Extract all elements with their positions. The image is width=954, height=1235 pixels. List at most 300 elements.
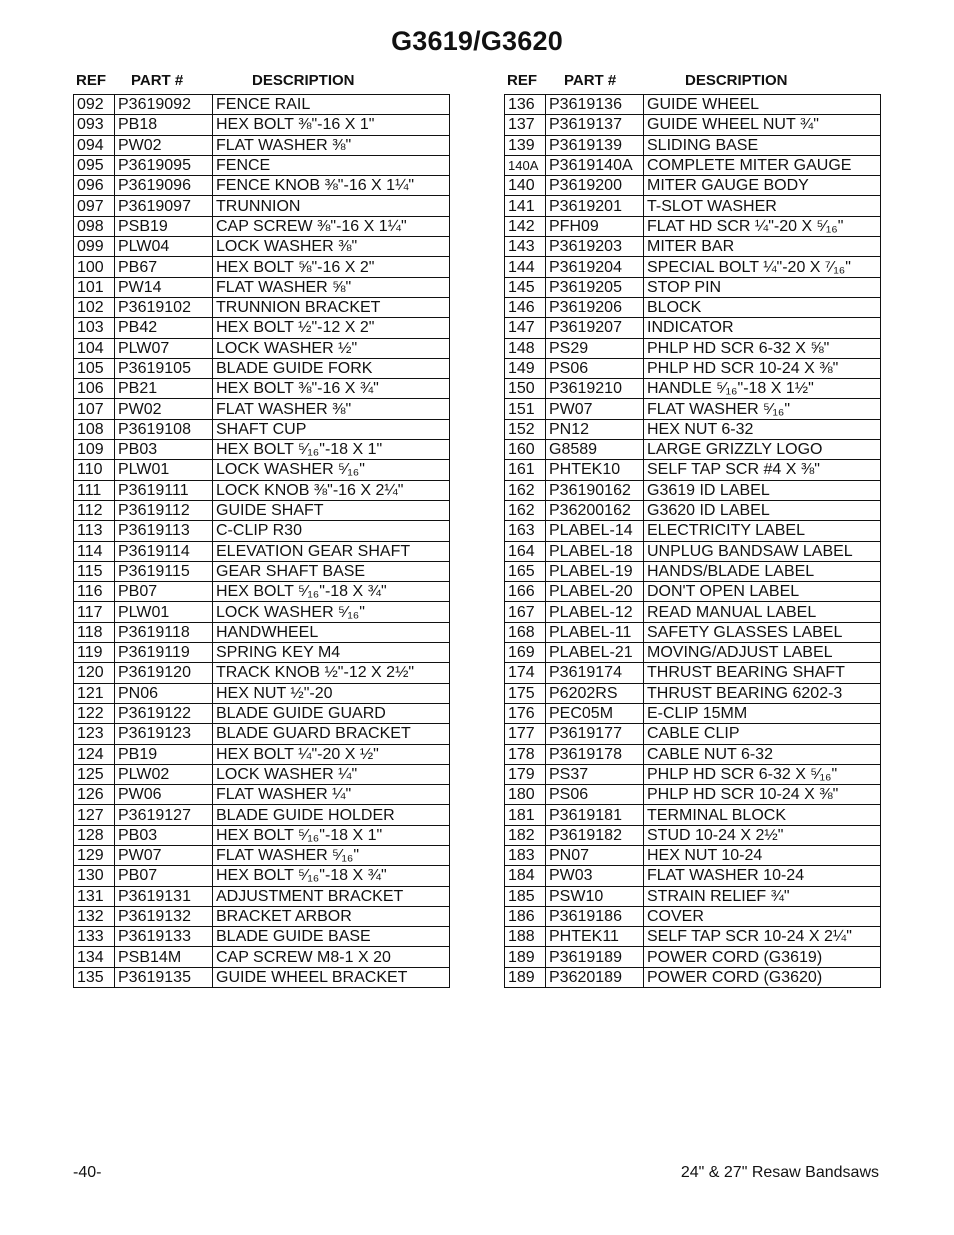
ref-cell: 129 xyxy=(74,845,115,865)
part-number-cell: P3619189 xyxy=(546,947,644,967)
part-number-cell: P3619131 xyxy=(115,886,213,906)
ref-cell: 114 xyxy=(74,541,115,561)
ref-cell: 180 xyxy=(505,785,546,805)
part-number-cell: PEC05M xyxy=(546,703,644,723)
page-title: G3619/G3620 xyxy=(391,26,563,56)
table-row xyxy=(74,277,450,297)
part-number-cell: PB03 xyxy=(115,440,213,460)
description-cell: E-CLIP 15MM xyxy=(644,703,881,723)
part-number-cell: PHTEK10 xyxy=(546,460,644,480)
column-header xyxy=(73,72,450,94)
description-cell: ELEVATION GEAR SHAFT xyxy=(213,541,450,561)
table-row xyxy=(505,683,881,703)
table-row xyxy=(74,297,450,317)
part-number-cell: PW06 xyxy=(115,785,213,805)
part-number-cell: PW07 xyxy=(546,399,644,419)
ref-cell: 103 xyxy=(74,318,115,338)
table-row xyxy=(74,906,450,926)
table-row xyxy=(505,419,881,439)
table-row xyxy=(74,460,450,480)
description-cell: G3620 ID LABEL xyxy=(644,500,881,520)
description-cell: UNPLUG BANDSAW LABEL xyxy=(644,541,881,561)
description-cell: COVER xyxy=(644,906,881,926)
ref-cell: 137 xyxy=(505,115,546,135)
table-row xyxy=(74,115,450,135)
description-cell: STRAIN RELIEF ¾" xyxy=(644,886,881,906)
ref-cell: 133 xyxy=(74,927,115,947)
part-number-cell: P3619207 xyxy=(546,318,644,338)
ref-cell: 189 xyxy=(505,967,546,987)
table-row xyxy=(505,440,881,460)
ref-cell: 093 xyxy=(74,115,115,135)
ref-cell: 139 xyxy=(505,135,546,155)
table-row xyxy=(505,602,881,622)
description-cell: HEX BOLT ⅜"-16 X ¾" xyxy=(213,379,450,399)
ref-cell: 124 xyxy=(74,744,115,764)
description-cell: FLAT HD SCR ¼"-20 X ⁵⁄₁₆" xyxy=(644,216,881,236)
table-row xyxy=(505,886,881,906)
table-row xyxy=(74,541,450,561)
ref-cell: 183 xyxy=(505,845,546,865)
table-row xyxy=(505,561,881,581)
ref-cell: 186 xyxy=(505,906,546,926)
part-number-cell: P3619113 xyxy=(115,521,213,541)
part-number-cell: PLW07 xyxy=(115,338,213,358)
table-row xyxy=(74,602,450,622)
part-number-cell: P3619137 xyxy=(546,115,644,135)
description-cell: ADJUSTMENT BRACKET xyxy=(213,886,450,906)
ref-cell: 121 xyxy=(74,683,115,703)
description-cell: POWER CORD (G3620) xyxy=(644,967,881,987)
part-number-cell: P3619132 xyxy=(115,906,213,926)
ref-cell: 177 xyxy=(505,724,546,744)
ref-cell: 110 xyxy=(74,460,115,480)
description-cell: HEX BOLT ⅝"-16 X 2" xyxy=(213,257,450,277)
part-number-cell: PS37 xyxy=(546,764,644,784)
table-row xyxy=(74,744,450,764)
ref-cell: 149 xyxy=(505,358,546,378)
ref-cell: 162 xyxy=(505,480,546,500)
table-row xyxy=(74,480,450,500)
description-cell: GEAR SHAFT BASE xyxy=(213,561,450,581)
table-row xyxy=(505,155,881,175)
part-number-cell: P3619120 xyxy=(115,663,213,683)
description-cell: SLIDING BASE xyxy=(644,135,881,155)
description-cell: SPECIAL BOLT ¼"-20 X ⁷⁄₁₆" xyxy=(644,257,881,277)
ref-cell: 107 xyxy=(74,399,115,419)
part-number-cell: PW02 xyxy=(115,135,213,155)
ref-cell: 150 xyxy=(505,379,546,399)
part-number-cell: P3619140A xyxy=(546,155,644,175)
part-number-cell: PB42 xyxy=(115,318,213,338)
ref-cell: 092 xyxy=(74,95,115,115)
part-number-cell: P3619201 xyxy=(546,196,644,216)
description-cell: HEX BOLT ¼"-20 X ½" xyxy=(213,744,450,764)
description-cell: COMPLETE MITER GAUGE xyxy=(644,155,881,175)
description-cell: LOCK KNOB ⅜"-16 X 2¼" xyxy=(213,480,450,500)
description-cell: G3619 ID LABEL xyxy=(644,480,881,500)
part-number-cell: G8589 xyxy=(546,440,644,460)
part-number-cell: PB07 xyxy=(115,866,213,886)
description-cell: CABLE CLIP xyxy=(644,724,881,744)
part-number-cell: PW03 xyxy=(546,866,644,886)
table-row xyxy=(74,419,450,439)
description-cell: INDICATOR xyxy=(644,318,881,338)
description-cell: MITER BAR xyxy=(644,237,881,257)
description-cell: HANDS/BLADE LABEL xyxy=(644,561,881,581)
description-cell: FENCE RAIL xyxy=(213,95,450,115)
table-row xyxy=(505,866,881,886)
part-number-cell: P3619204 xyxy=(546,257,644,277)
description-cell: FLAT WASHER ⁵⁄₁₆" xyxy=(213,845,450,865)
table-row xyxy=(505,237,881,257)
part-number-cell: PB07 xyxy=(115,582,213,602)
ref-cell: 178 xyxy=(505,744,546,764)
table-row xyxy=(505,927,881,947)
table-row xyxy=(74,358,450,378)
ref-cell: 174 xyxy=(505,663,546,683)
ref-cell: 163 xyxy=(505,521,546,541)
description-cell: LOCK WASHER ¼" xyxy=(213,764,450,784)
description-cell: BLADE GUIDE BASE xyxy=(213,927,450,947)
table-row xyxy=(74,257,450,277)
header-ref: REF xyxy=(507,72,537,89)
part-number-cell: P3619105 xyxy=(115,358,213,378)
part-number-cell: P3619119 xyxy=(115,643,213,663)
part-number-cell: PB19 xyxy=(115,744,213,764)
part-number-cell: PLW01 xyxy=(115,602,213,622)
ref-cell: 148 xyxy=(505,338,546,358)
description-cell: MITER GAUGE BODY xyxy=(644,176,881,196)
description-cell: LARGE GRIZZLY LOGO xyxy=(644,440,881,460)
ref-cell: 145 xyxy=(505,277,546,297)
ref-cell: 188 xyxy=(505,927,546,947)
description-cell: BLADE GUIDE FORK xyxy=(213,358,450,378)
table-row xyxy=(505,622,881,642)
table-row xyxy=(74,927,450,947)
part-number-cell: P3619112 xyxy=(115,500,213,520)
part-number-cell: P3619135 xyxy=(115,967,213,987)
part-number-cell: P3619095 xyxy=(115,155,213,175)
ref-cell: 160 xyxy=(505,440,546,460)
part-number-cell: P36190162 xyxy=(546,480,644,500)
table-row xyxy=(505,541,881,561)
table-row xyxy=(74,683,450,703)
table-row xyxy=(505,135,881,155)
ref-cell: 140 xyxy=(505,176,546,196)
part-number-cell: P3619118 xyxy=(115,622,213,642)
part-number-cell: PS06 xyxy=(546,358,644,378)
table-row xyxy=(505,825,881,845)
ref-cell: 094 xyxy=(74,135,115,155)
table-row xyxy=(74,521,450,541)
table-row xyxy=(74,135,450,155)
table-row xyxy=(505,521,881,541)
ref-cell: 102 xyxy=(74,297,115,317)
ref-cell: 106 xyxy=(74,379,115,399)
part-number-cell: P3619210 xyxy=(546,379,644,399)
description-cell: STUD 10-24 X 2½" xyxy=(644,825,881,845)
part-number-cell: PB03 xyxy=(115,825,213,845)
ref-cell: 166 xyxy=(505,582,546,602)
table-row xyxy=(505,196,881,216)
ref-cell: 141 xyxy=(505,196,546,216)
part-number-cell: P3620189 xyxy=(546,967,644,987)
table-row xyxy=(74,764,450,784)
part-number-cell: P3619115 xyxy=(115,561,213,581)
part-number-cell: PSB19 xyxy=(115,216,213,236)
part-number-cell: PLW04 xyxy=(115,237,213,257)
ref-cell: 123 xyxy=(74,724,115,744)
part-number-cell: PLABEL-20 xyxy=(546,582,644,602)
table-row xyxy=(74,196,450,216)
ref-cell: 126 xyxy=(74,785,115,805)
ref-cell: 104 xyxy=(74,338,115,358)
ref-cell: 168 xyxy=(505,622,546,642)
part-number-cell: PLABEL-11 xyxy=(546,622,644,642)
part-number-cell: P3619108 xyxy=(115,419,213,439)
ref-cell: 162 xyxy=(505,500,546,520)
description-cell: PHLP HD SCR 10-24 X ⅜" xyxy=(644,358,881,378)
header-ref: REF xyxy=(76,72,106,89)
ref-cell: 185 xyxy=(505,886,546,906)
part-number-cell: P36200162 xyxy=(546,500,644,520)
description-cell: TERMINAL BLOCK xyxy=(644,805,881,825)
part-number-cell: P3619174 xyxy=(546,663,644,683)
ref-cell: 105 xyxy=(74,358,115,378)
description-cell: PHLP HD SCR 6-32 X ⅝" xyxy=(644,338,881,358)
table-row xyxy=(505,663,881,683)
description-cell: DON'T OPEN LABEL xyxy=(644,582,881,602)
table-row xyxy=(505,216,881,236)
table-row xyxy=(74,318,450,338)
part-number-cell: PSB14M xyxy=(115,947,213,967)
ref-cell: 135 xyxy=(74,967,115,987)
ref-cell: 164 xyxy=(505,541,546,561)
part-number-cell: PHTEK11 xyxy=(546,927,644,947)
description-cell: FLAT WASHER ⅜" xyxy=(213,399,450,419)
table-row xyxy=(505,379,881,399)
part-number-cell: P3619092 xyxy=(115,95,213,115)
part-number-cell: PN12 xyxy=(546,419,644,439)
header-part: PART # xyxy=(564,72,617,89)
part-number-cell: PW02 xyxy=(115,399,213,419)
part-number-cell: P3619139 xyxy=(546,135,644,155)
table-row xyxy=(74,379,450,399)
ref-cell: 146 xyxy=(505,297,546,317)
part-number-cell: PS06 xyxy=(546,785,644,805)
ref-cell: 115 xyxy=(74,561,115,581)
part-number-cell: P3619122 xyxy=(115,703,213,723)
table-row xyxy=(505,358,881,378)
part-number-cell: P3619133 xyxy=(115,927,213,947)
ref-cell: 125 xyxy=(74,764,115,784)
ref-cell: 142 xyxy=(505,216,546,236)
parts-table-right xyxy=(504,94,881,988)
table-row xyxy=(505,744,881,764)
description-cell: HEX NUT 6-32 xyxy=(644,419,881,439)
description-cell: HEX BOLT ½"-12 X 2" xyxy=(213,318,450,338)
ref-cell: 152 xyxy=(505,419,546,439)
table-row xyxy=(505,785,881,805)
description-cell: BLADE GUARD BRACKET xyxy=(213,724,450,744)
table-row xyxy=(505,703,881,723)
part-number-cell: PLABEL-21 xyxy=(546,643,644,663)
description-cell: STOP PIN xyxy=(644,277,881,297)
part-number-cell: P3619203 xyxy=(546,237,644,257)
part-number-cell: P3619181 xyxy=(546,805,644,825)
table-row xyxy=(505,724,881,744)
description-cell: TRACK KNOB ½"-12 X 2½" xyxy=(213,663,450,683)
table-row xyxy=(505,967,881,987)
ref-cell: 147 xyxy=(505,318,546,338)
ref-cell: 189 xyxy=(505,947,546,967)
table-row xyxy=(74,663,450,683)
description-cell: GUIDE WHEEL NUT ¾" xyxy=(644,115,881,135)
table-row xyxy=(505,399,881,419)
part-number-cell: PS29 xyxy=(546,338,644,358)
description-cell: LOCK WASHER ½" xyxy=(213,338,450,358)
part-number-cell: PW14 xyxy=(115,277,213,297)
description-cell: HEX BOLT ⁵⁄₁₆"-18 X 1" xyxy=(213,825,450,845)
description-cell: SAFETY GLASSES LABEL xyxy=(644,622,881,642)
part-number-cell: PFH09 xyxy=(546,216,644,236)
table-row xyxy=(505,947,881,967)
description-cell: HEX BOLT ⁵⁄₁₆"-18 X ¾" xyxy=(213,866,450,886)
table-row xyxy=(505,338,881,358)
table-row xyxy=(74,155,450,175)
table-row xyxy=(505,845,881,865)
table-row xyxy=(74,216,450,236)
table-row xyxy=(505,500,881,520)
part-number-cell: PLABEL-12 xyxy=(546,602,644,622)
ref-cell: 134 xyxy=(74,947,115,967)
table-row xyxy=(74,845,450,865)
table-row xyxy=(505,257,881,277)
table-row xyxy=(74,582,450,602)
ref-cell: 165 xyxy=(505,561,546,581)
description-cell: TRUNNION xyxy=(213,196,450,216)
ref-cell: 095 xyxy=(74,155,115,175)
description-cell: FLAT WASHER ⅜" xyxy=(213,135,450,155)
part-number-cell: PB21 xyxy=(115,379,213,399)
description-cell: FLAT WASHER ¼" xyxy=(213,785,450,805)
ref-cell: 098 xyxy=(74,216,115,236)
description-cell: FLAT WASHER ⅝" xyxy=(213,277,450,297)
table-row xyxy=(505,582,881,602)
description-cell: READ MANUAL LABEL xyxy=(644,602,881,622)
description-cell: FENCE xyxy=(213,155,450,175)
description-cell: GUIDE WHEEL xyxy=(644,95,881,115)
ref-cell: 130 xyxy=(74,866,115,886)
part-number-cell: PB67 xyxy=(115,257,213,277)
table-row xyxy=(74,237,450,257)
description-cell: THRUST BEARING 6202-3 xyxy=(644,683,881,703)
part-number-cell: P3619206 xyxy=(546,297,644,317)
part-number-cell: PN07 xyxy=(546,845,644,865)
description-cell: LOCK WASHER ⁵⁄₁₆" xyxy=(213,602,450,622)
table-row xyxy=(505,764,881,784)
table-row xyxy=(505,906,881,926)
ref-cell: 181 xyxy=(505,805,546,825)
table-row xyxy=(74,967,450,987)
table-row xyxy=(505,277,881,297)
ref-cell: 151 xyxy=(505,399,546,419)
description-cell: HANDWHEEL xyxy=(213,622,450,642)
table-row xyxy=(505,297,881,317)
part-number-cell: P3619136 xyxy=(546,95,644,115)
part-number-cell: PSW10 xyxy=(546,886,644,906)
table-row xyxy=(74,500,450,520)
ref-cell: 111 xyxy=(74,480,115,500)
table-row xyxy=(74,825,450,845)
description-cell: PHLP HD SCR 10-24 X ⅜" xyxy=(644,785,881,805)
description-cell: MOVING/ADJUST LABEL xyxy=(644,643,881,663)
ref-cell: 117 xyxy=(74,602,115,622)
table-row xyxy=(74,947,450,967)
table-row xyxy=(74,95,450,115)
description-cell: TRUNNION BRACKET xyxy=(213,297,450,317)
table-row xyxy=(505,115,881,135)
part-number-cell: P3619178 xyxy=(546,744,644,764)
part-number-cell: PLABEL-18 xyxy=(546,541,644,561)
header-description: DESCRIPTION xyxy=(685,72,788,89)
ref-cell: 131 xyxy=(74,886,115,906)
description-cell: POWER CORD (G3619) xyxy=(644,947,881,967)
table-row xyxy=(74,886,450,906)
description-cell: THRUST BEARING SHAFT xyxy=(644,663,881,683)
part-number-cell: PW07 xyxy=(115,845,213,865)
ref-cell: 112 xyxy=(74,500,115,520)
table-row xyxy=(74,805,450,825)
description-cell: GUIDE SHAFT xyxy=(213,500,450,520)
ref-cell: 167 xyxy=(505,602,546,622)
description-cell: LOCK WASHER ⁵⁄₁₆" xyxy=(213,460,450,480)
table-row xyxy=(74,622,450,642)
part-number-cell: PB18 xyxy=(115,115,213,135)
ref-cell: 119 xyxy=(74,643,115,663)
table-row xyxy=(505,95,881,115)
table-row xyxy=(74,703,450,723)
description-cell: HEX BOLT ⁵⁄₁₆"-18 X ¾" xyxy=(213,582,450,602)
description-cell: SELF TAP SCR 10-24 X 2¼" xyxy=(644,927,881,947)
description-cell: HANDLE ⁵⁄₁₆"-18 X 1½" xyxy=(644,379,881,399)
part-number-cell: P3619182 xyxy=(546,825,644,845)
table-row xyxy=(74,785,450,805)
ref-cell: 118 xyxy=(74,622,115,642)
ref-cell: 122 xyxy=(74,703,115,723)
part-number-cell: P3619205 xyxy=(546,277,644,297)
description-cell: BLADE GUIDE HOLDER xyxy=(213,805,450,825)
part-number-cell: P3619177 xyxy=(546,724,644,744)
ref-cell: 140A xyxy=(505,155,546,175)
description-cell: HEX NUT 10-24 xyxy=(644,845,881,865)
description-cell: LOCK WASHER ⅜" xyxy=(213,237,450,257)
table-row xyxy=(74,440,450,460)
document-title: 24" & 27" Resaw Bandsaws xyxy=(680,1164,879,1181)
part-number-cell: P3619186 xyxy=(546,906,644,926)
ref-cell: 144 xyxy=(505,257,546,277)
description-cell: C-CLIP R30 xyxy=(213,521,450,541)
description-cell: FLAT WASHER 10-24 xyxy=(644,866,881,886)
ref-cell: 116 xyxy=(74,582,115,602)
table-row xyxy=(505,643,881,663)
part-number-cell: P3619111 xyxy=(115,480,213,500)
ref-cell: 175 xyxy=(505,683,546,703)
ref-cell: 132 xyxy=(74,906,115,926)
ref-cell: 136 xyxy=(505,95,546,115)
table-row xyxy=(505,176,881,196)
